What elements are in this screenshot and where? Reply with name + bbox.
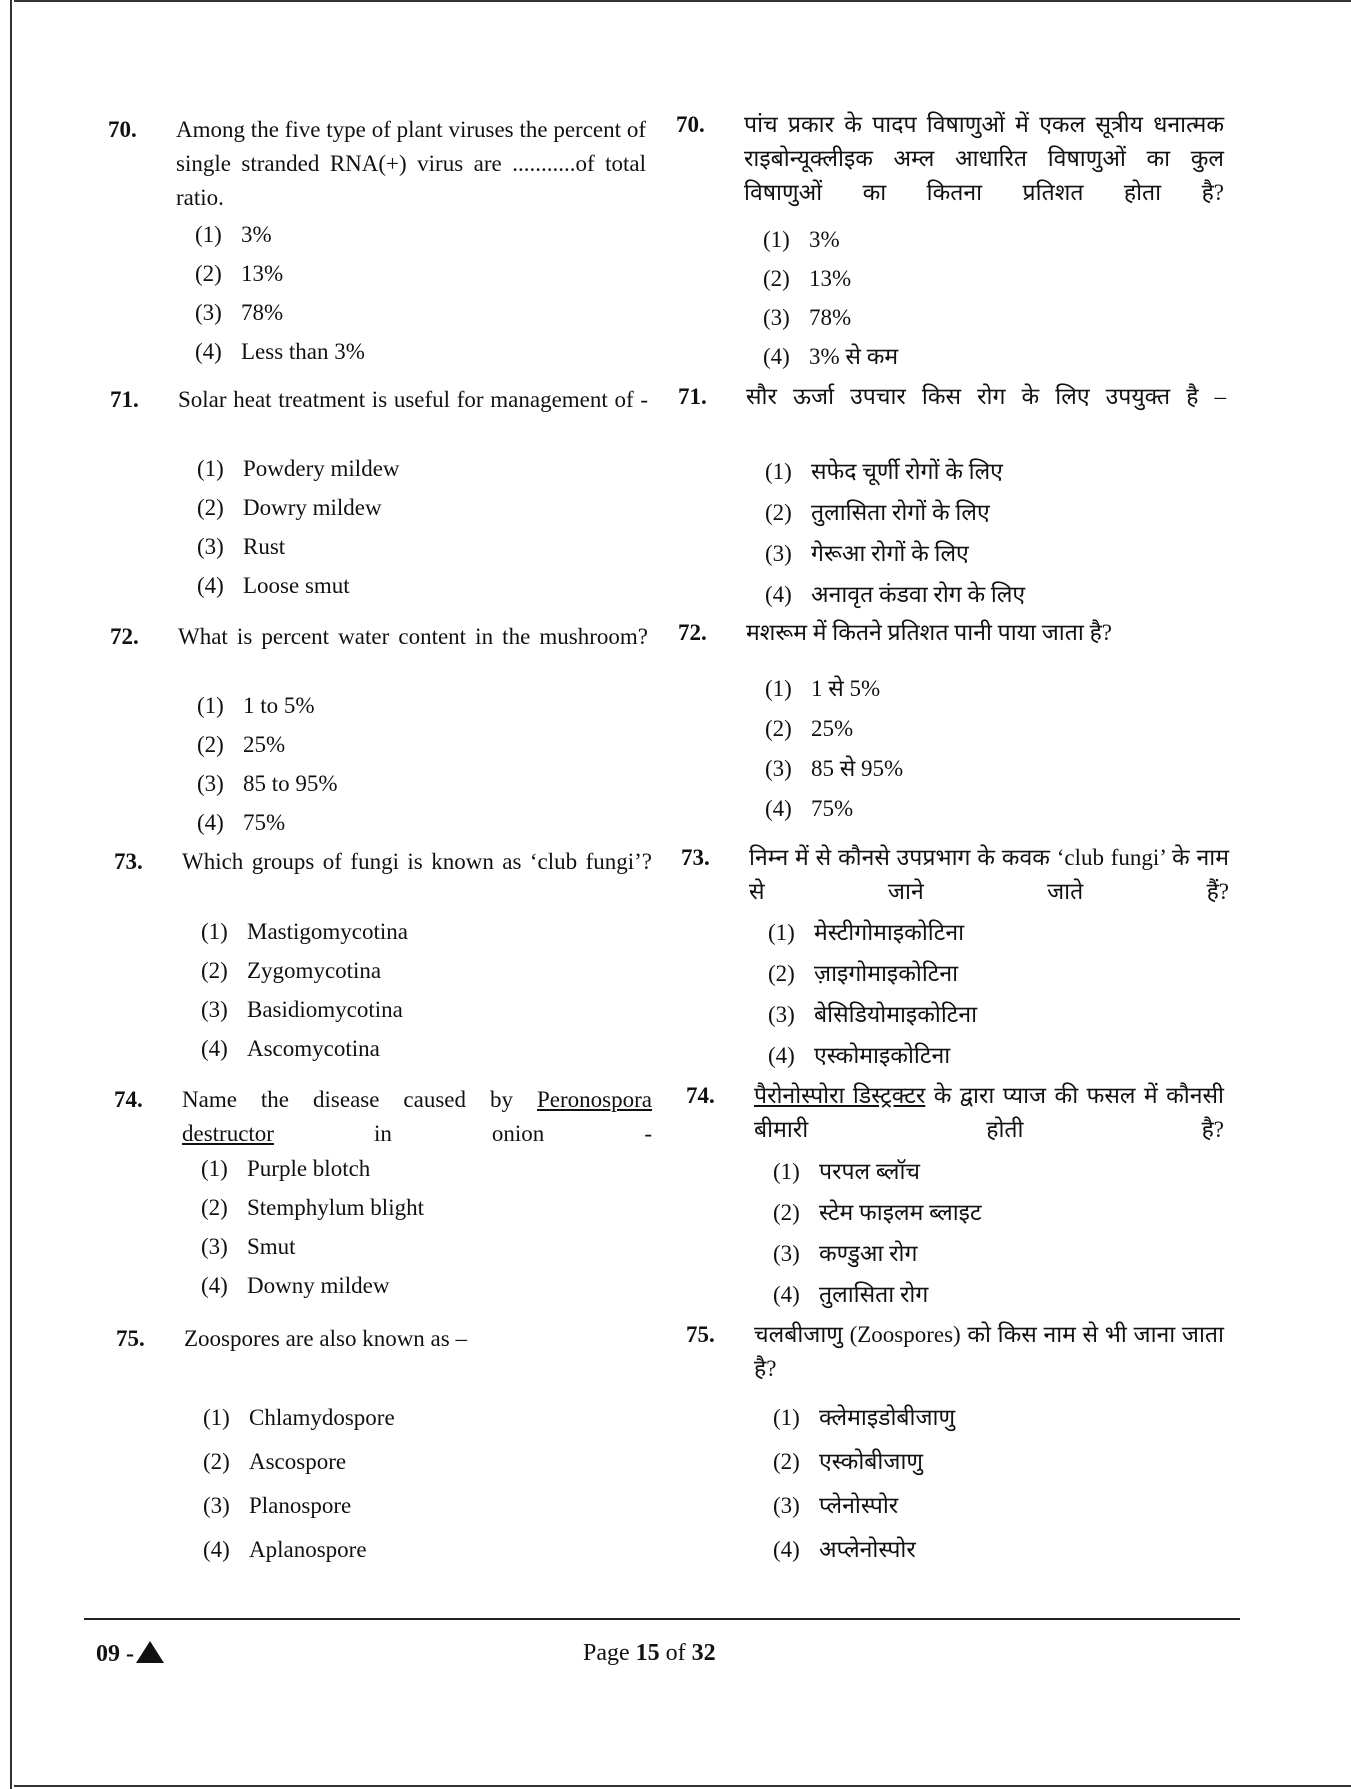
option-2[interactable]: (2) Ascospore	[203, 1449, 347, 1474]
option-3[interactable]: (3) 78%	[763, 305, 852, 330]
option-2[interactable]: (2) ज़ाइगोमाइकोटिना	[768, 961, 959, 986]
question-number: 73.	[681, 845, 710, 870]
option-2[interactable]: (2) 25%	[765, 716, 854, 741]
question-number: 74.	[114, 1087, 143, 1112]
option-1[interactable]: (1) 3%	[195, 222, 272, 247]
option-1[interactable]: (1) परपल ब्लॉच	[773, 1159, 921, 1184]
option-3[interactable]: (3) गेरूआ रोगों के लिए	[765, 541, 969, 566]
option-4[interactable]: (4) Downy mildew	[201, 1273, 390, 1298]
page-number: Page 15 of 32	[583, 1640, 716, 1666]
question-text: Which groups of fungi is known as ‘club fungi’?	[182, 849, 652, 874]
option-2[interactable]: (2) 13%	[195, 261, 284, 286]
question-number: 72.	[678, 620, 707, 645]
question-number: 70.	[108, 117, 137, 142]
option-1[interactable]: (1) मेस्टीगोमाइकोटिना	[768, 920, 965, 945]
option-2[interactable]: (2) Zygomycotina	[201, 958, 382, 983]
footer-rule	[84, 1618, 1240, 1620]
option-2[interactable]: (2) 25%	[197, 732, 286, 757]
option-4[interactable]: (4) अनावृत कंडवा रोग के लिए	[765, 582, 1026, 607]
question-text: सौर ऊर्जा उपचार किस रोग के लिए उपयुक्त है –	[746, 384, 1226, 409]
option-1[interactable]: (1) 1 to 5%	[197, 693, 315, 718]
option-2[interactable]: (2) एस्कोबीजाणु	[773, 1449, 924, 1474]
left-border	[10, 0, 12, 1789]
option-1[interactable]: (1) सफेद चूर्णी रोगों के लिए	[765, 459, 1003, 484]
option-3[interactable]: (3) कण्डुआ रोग	[773, 1241, 918, 1266]
option-2[interactable]: (2) Stemphylum blight	[201, 1195, 424, 1220]
option-2[interactable]: (2) Dowry mildew	[197, 495, 382, 520]
option-4[interactable]: (4) Less than 3%	[195, 339, 365, 364]
question-number: 70.	[676, 112, 705, 137]
option-2[interactable]: (2) 13%	[763, 266, 852, 291]
option-1[interactable]: (1) Chlamydospore	[203, 1405, 395, 1430]
question-number: 74.	[686, 1083, 715, 1108]
option-1[interactable]: (1) Mastigomycotina	[201, 919, 408, 944]
bottom-rule	[14, 1785, 1351, 1787]
option-3[interactable]: (3) Basidiomycotina	[201, 997, 403, 1022]
question-text: Solar heat treatment is useful for management of -	[178, 387, 648, 412]
option-4[interactable]: (4) अप्लेनोस्पोर	[773, 1537, 916, 1562]
question-number: 73.	[114, 849, 143, 874]
option-3[interactable]: (3) बेसिडियोमाइकोटिना	[768, 1002, 978, 1027]
species-name: Peronospora destructor	[182, 1087, 652, 1146]
option-2[interactable]: (2) तुलासिता रोगों के लिए	[765, 500, 990, 525]
question-text: Name the disease caused by Peronospora destructor in onion -	[182, 1087, 652, 1146]
question-text: पैरोनोस्पोरा डिस्ट्रक्टर के द्वारा प्याज की फसल में कौनसी बीमारी होती है?	[754, 1083, 1224, 1142]
question-number: 75.	[116, 1326, 145, 1351]
option-3[interactable]: (3) 85 से 95%	[765, 756, 904, 781]
option-3[interactable]: (3) प्लेनोस्पोर	[773, 1493, 899, 1518]
top-rule	[14, 0, 1351, 2]
option-3[interactable]: (3) 85 to 95%	[197, 771, 338, 796]
option-1[interactable]: (1) क्लेमाइडोबीजाणु	[773, 1405, 956, 1430]
option-4[interactable]: (4) तुलासिता रोग	[773, 1282, 929, 1307]
species-name: पैरोनोस्पोरा डिस्ट्रक्टर	[754, 1083, 926, 1108]
option-1[interactable]: (1) 1 से 5%	[765, 676, 881, 701]
option-3[interactable]: (3) Rust	[197, 534, 286, 559]
option-4[interactable]: (4) 75%	[765, 796, 854, 821]
option-4[interactable]: (4) Loose smut	[197, 573, 350, 598]
question-text: What is percent water content in the mushroom?	[178, 624, 648, 649]
question-number: 75.	[686, 1322, 715, 1347]
question-number: 72.	[110, 624, 139, 649]
question-text: चलबीजाणु (Zoospores) को किस नाम से भी जाना जाता है?	[754, 1322, 1224, 1381]
option-3[interactable]: (3) 78%	[195, 300, 284, 325]
option-3[interactable]: (3) Planospore	[203, 1493, 352, 1518]
option-1[interactable]: (1) 3%	[763, 227, 840, 252]
option-1[interactable]: (1) Powdery mildew	[197, 456, 400, 481]
question-number: 71.	[678, 384, 707, 409]
option-4[interactable]: (4) 3% से कम	[763, 344, 899, 369]
question-text: Zoospores are also known as –	[184, 1326, 467, 1351]
option-4[interactable]: (4) Aplanospore	[203, 1537, 367, 1562]
option-4[interactable]: (4) एस्कोमाइकोटिना	[768, 1043, 951, 1068]
question-text: मशरूम में कितने प्रतिशत पानी पाया जाता है?	[746, 620, 1112, 645]
booklet-code: 09 -	[96, 1641, 164, 1668]
option-2[interactable]: (2) स्टेम फाइलम ब्लाइट	[773, 1200, 982, 1225]
option-4[interactable]: (4) Ascomycotina	[201, 1036, 380, 1061]
option-3[interactable]: (3) Smut	[201, 1234, 296, 1259]
question-number: 71.	[110, 387, 139, 412]
question-text: पांच प्रकार के पादप विषाणुओं में एकल सूत्रीय धनात्मक राइबोन्यूक्लीइक अम्ल आधारित विषाणुओं का कुल विषाणुओं का कितना प्रतिशत होता है?	[744, 112, 1224, 205]
option-4[interactable]: (4) 75%	[197, 810, 286, 835]
question-text: Among the five type of plant viruses the percent of single stranded RNA(+) virus are ...........of total ratio.	[176, 117, 646, 210]
option-1[interactable]: (1) Purple blotch	[201, 1156, 371, 1181]
triangle-icon	[136, 1641, 164, 1663]
question-text: निम्न में से कौनसे उपप्रभाग के कवक ‘club fungi’ के नाम से जाने जाते हैं?	[749, 845, 1229, 904]
